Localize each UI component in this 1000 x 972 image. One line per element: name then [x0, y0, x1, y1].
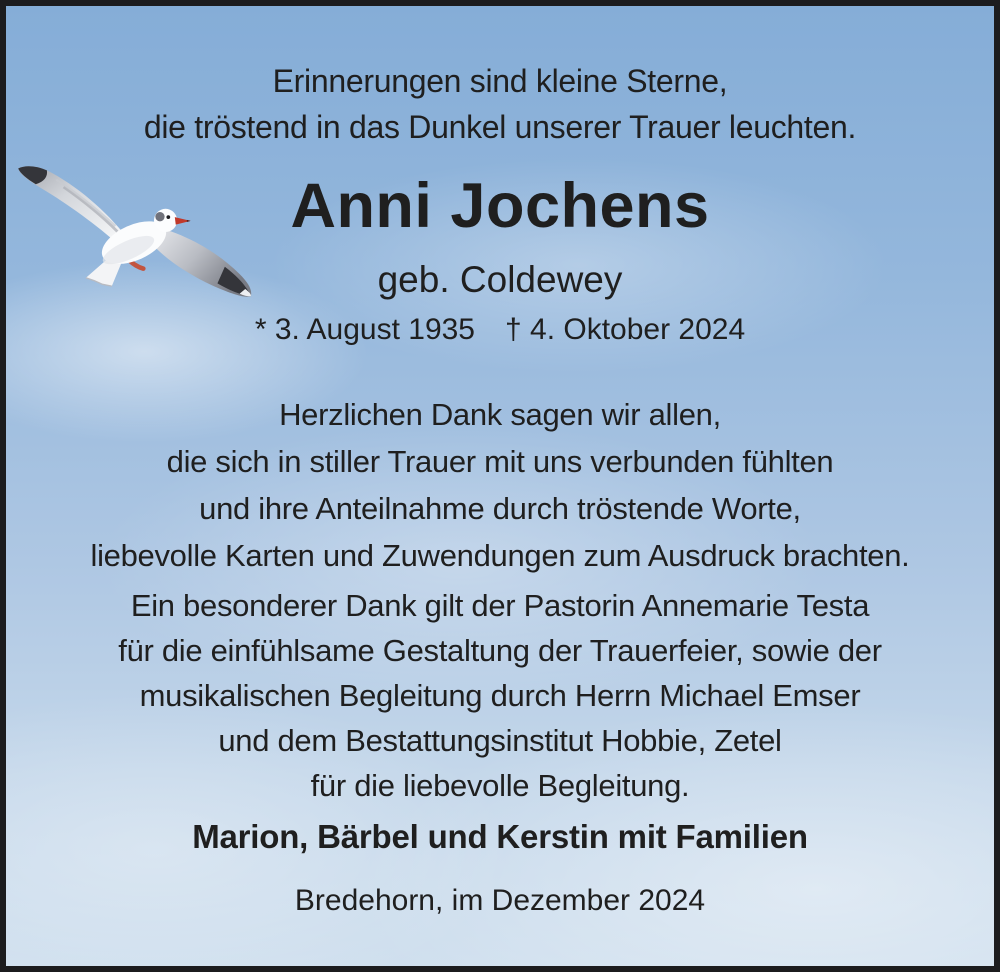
life-dates [6, 313, 994, 347]
deceased-name: Anni Jochens [290, 171, 710, 241]
special-thanks-line-3: musikalischen Begleitung durch Herrn Michael Emser [139, 678, 861, 713]
special-thanks-line-4: und dem Bestattungsinstitut Hobbie, Zetel [218, 723, 782, 758]
special-thanks-line-5: für die liebevolle Begleitung. [310, 768, 690, 803]
birth-date: * 3. August 1935 [254, 313, 475, 346]
thanks-paragraph [6, 391, 994, 579]
epigraph-line-2: die tröstend in das Dunkel unserer Trauer leuchten. [143, 109, 857, 145]
maiden-name: geb. Coldewey [377, 259, 623, 300]
thanks-line-1: Herzlichen Dank sagen wir allen, [279, 397, 721, 432]
special-thanks-line-1: Ein besonderer Dank gilt der Pastorin Annemarie Testa [130, 588, 870, 623]
family-signature: Marion, Bärbel und Kerstin mit Familien [192, 818, 808, 855]
epigraph [6, 58, 994, 150]
epigraph-line-1: Erinnerungen sind kleine Sterne, [272, 63, 728, 99]
notice-content [6, 6, 994, 966]
death-date: † 4. Oktober 2024 [505, 313, 746, 346]
special-thanks-line-2: für die einfühlsame Gestaltung der Trauerfeier, sowie der [118, 633, 882, 668]
thanks-line-2: die sich in stiller Trauer mit uns verbunden fühlten [166, 444, 834, 479]
thanks-line-4: liebevolle Karten und Zuwendungen zum Ausdruck brachten. [90, 538, 910, 573]
thanks-line-3: und ihre Anteilnahme durch tröstende Worte, [199, 491, 801, 526]
special-thanks-paragraph [6, 583, 994, 808]
place-and-date: Bredehorn, im Dezember 2024 [294, 884, 706, 917]
